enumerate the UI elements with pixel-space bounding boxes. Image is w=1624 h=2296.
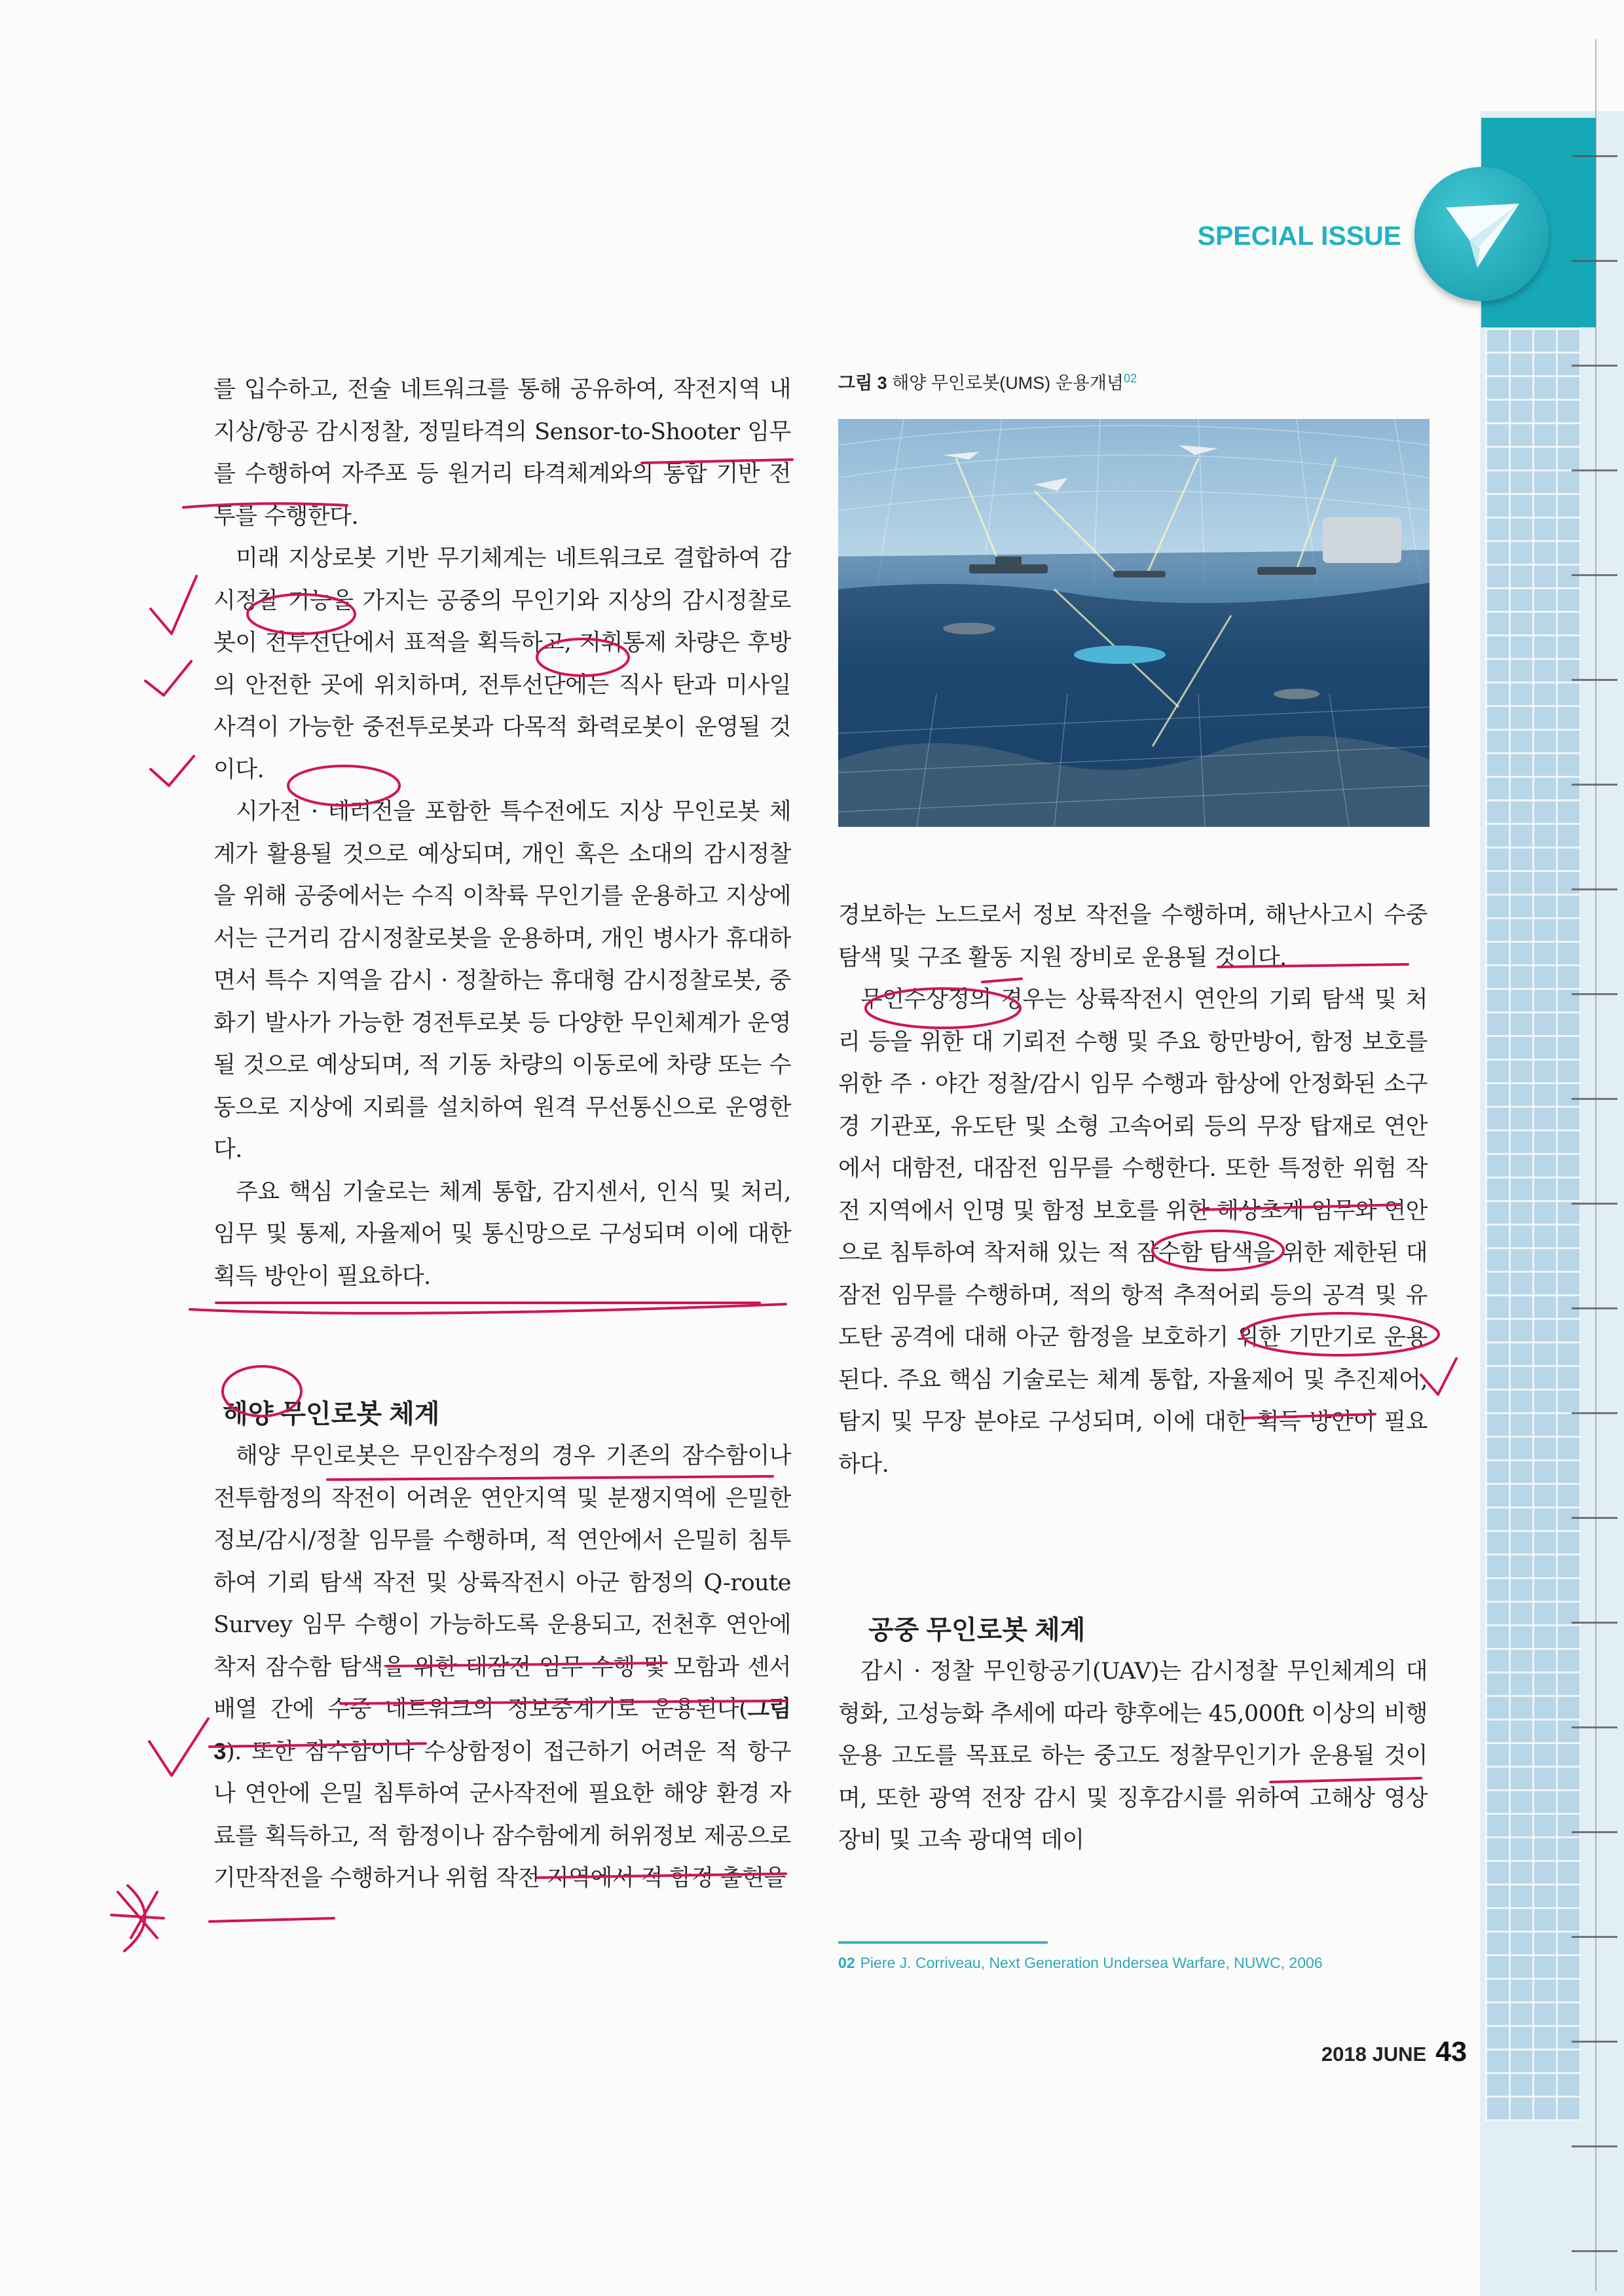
figure-label: 그림 3 bbox=[838, 373, 887, 393]
footnote-rule bbox=[838, 1941, 1048, 1944]
paragraph: 무인수상정의 경우는 상륙작전시 연안의 기뢰 탐색 및 처리 등을 위한 대 기뢰전 수행 및 주요 항만방어, 함정 보호를 위한 주 · 야간 정찰/감시 임무 수행과 함상에 안정화된 소구경 기관포, 유도탄 및 소형 고속어뢰 등의 무장 탑재로 연안에서 대함전, 대잠전 임무를 수행한다. 또한 특정한 위험 작전 지역에서 인명 및 함정 보호를 위한 해상초계 임무와 연안으로 침투하여 착저해 있는 적 잠수함 탐색을 위한 제한된 대잠전 임무를 수행하며, 적의 항적 추적어뢰 등의 공격 및 유도탄 공격에 대해 아군 함정을 보호하기 위한 기만기로 운용된다. 주요 핵심 기술로는 체계 통합, 자율제어 및 추진제어, 탐지 및 무장 분야로 구성되며, 이에 대한 획득 방안이 필요하다. bbox=[838, 987, 1428, 1478]
footnote-number: 02 bbox=[838, 1954, 855, 1971]
paragraph: 미래 지상로봇 기반 무기체계는 네트워크로 결합하여 감시정찰 기능을 가지는 공중의 무인기와 지상의 감시정찰로봇이 전투선단에서 표적을 획득하고, 지휘통제 차량은 후방의 안전한 곳에 위치하며, 전투선단에는 직사 탄과 미사일 사격이 가능한 중전투로봇과 다목적 화력로봇이 운영될 것이다. bbox=[213, 545, 791, 783]
figure-ums-concept-image bbox=[838, 419, 1430, 827]
paragraph: 감시 · 정찰 무인항공기(UAV)는 감시정찰 무인체계의 대형화, 고성능화 추세에 따라 향후에는 45,000ft 이상의 비행 운용 고도를 목표로 하는 중고도 정찰무인기가 운용될 것이며, 또한 광역 전장 감시 및 징후감시를 위하여 고해상 영상장비 및 고속 광대역 데이 bbox=[838, 1658, 1428, 1853]
section-label: SPECIAL ISSUE bbox=[1197, 221, 1401, 251]
paper-plane-icon bbox=[1439, 200, 1524, 272]
figure-ref: 02 bbox=[1124, 372, 1137, 385]
left-column bbox=[213, 369, 791, 1298]
section-heading-marine: 해양 무인로봇 체계 bbox=[223, 1400, 440, 1429]
paragraph bbox=[213, 1435, 791, 1900]
paragraph: 를 입수하고, 전술 네트워크를 통해 공유하여, 작전지역 내 지상/항공 감시정찰, 정밀타격의 Sensor-to-Shooter 임무를 수행하여 자주포 등 원거리 타격체계와의 통합 기반 전투를 수행한다. bbox=[213, 376, 791, 530]
figure-caption-text: 해양 무인로봇(UMS) 운용개념 bbox=[892, 373, 1124, 393]
decorative-grid bbox=[1485, 327, 1580, 2121]
footnote-text: Piere J. Corriveau, Next Generation Undersea Warfare, NUWC, 2006 bbox=[860, 1954, 1323, 1971]
issue-date: 2018 JUNE bbox=[1321, 2043, 1427, 2066]
paper-plane-badge bbox=[1414, 167, 1549, 301]
paragraph: 경보하는 노드로서 정보 작전을 수행하며, 해난사고시 수중탐색 및 구조 활동 지원 장비로 운용될 것이다. bbox=[838, 902, 1428, 971]
ums-illustration bbox=[838, 419, 1430, 827]
left-column-section bbox=[213, 1435, 791, 1900]
right-column bbox=[838, 894, 1428, 1485]
figure-reference: 그림 3 bbox=[213, 1696, 791, 1764]
paragraph-text: 해양 무인로봇은 무인잠수정의 경우 기존의 잠수함이나 전투함정의 작전이 어려운 연안지역 및 분쟁지역에 은밀한 정보/감시/정찰 임무를 수행하며, 적 연안에서 은밀히 침투하여 기뢰 탐색 작전 및 상륙작전시 아군 함정의 Q-route Survey 임무 수행이 가능하도록 운용되고, 전천후 연안에 착저 잠수함 탐색을 위한 대잠전 임무 수행 및 모함과 센서 배열 간에 수중 네트워크의 정보중계기로 운용된다( bbox=[213, 1443, 791, 1722]
right-column-section bbox=[838, 1650, 1428, 1862]
paragraph: 주요 핵심 기술로는 체계 통합, 감지센서, 인식 및 처리, 임무 및 통제, 자율제어 및 통신망으로 구성되며 이에 대한 획득 방안이 필요하다. bbox=[213, 1178, 791, 1290]
figure-caption bbox=[838, 369, 1137, 394]
page-footer bbox=[1244, 2036, 1467, 2068]
section-heading-aerial: 공중 무인로봇 체계 bbox=[868, 1616, 1086, 1645]
page-number: 43 bbox=[1435, 2036, 1467, 2068]
paragraph-text: ). 또한 잠수함이나 수상함정이 접근하기 어려운 적 항구나 연안에 은밀 침투하여 군사작전에 필요한 해양 환경 자료를 획득하고, 적 함정이나 잠수함에게 허위정보 제공으로 기만작전을 수행하거나 위험 작전 지역에서 적 함정 출현을 bbox=[213, 1738, 791, 1891]
footnote bbox=[838, 1954, 1323, 1972]
paragraph: 시가전 · 테러전을 포함한 특수전에도 지상 무인로봇 체계가 활용될 것으로 예상되며, 개인 혹은 소대의 감시정찰을 위해 공중에서는 수직 이착륙 무인기를 운용하고 지상에서는 근거리 감시정찰로봇을 운용하며, 개인 병사가 휴대하면서 특수 지역을 감시 · 정찰하는 휴대형 감시정찰로봇, 중화기 발사가 가능한 경전투로봇 등 다양한 무인체계가 운영될 것으로 예상되며, 적 기동 차량의 이동로에 차량 또는 수동으로 지상에 지뢰를 설치하여 원격 무선통신으로 운영한다. bbox=[213, 799, 791, 1163]
margin-ticks bbox=[1572, 52, 1617, 2291]
